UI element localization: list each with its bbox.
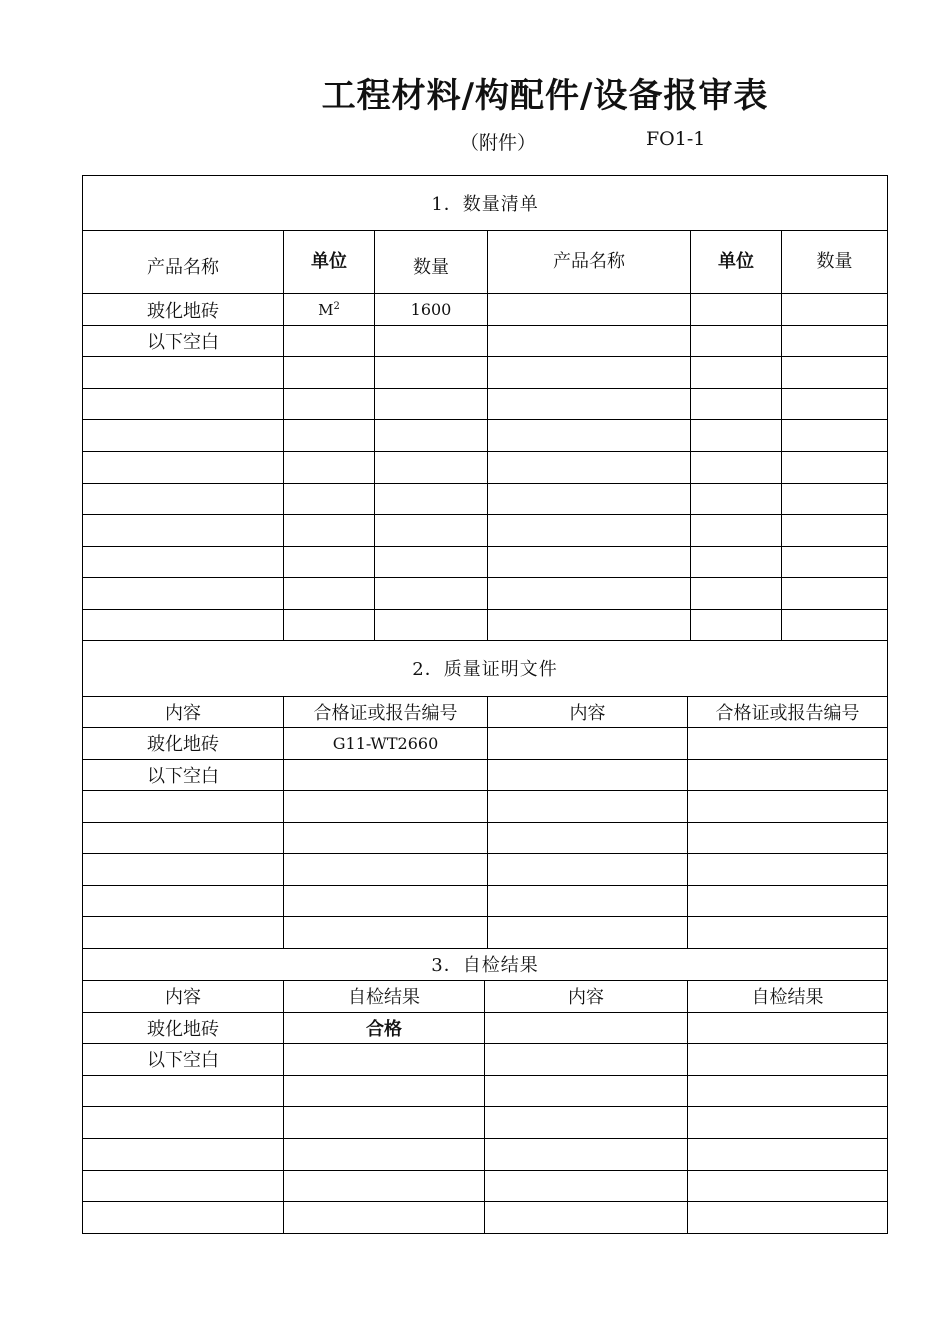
- section1-heading: 1．数量清单: [83, 176, 888, 231]
- qty-cell: 1600: [375, 294, 488, 326]
- unit-cell: $M^2$: [284, 294, 375, 326]
- col-header-product-2: 产品名称: [488, 231, 691, 294]
- col-header-unit-2: 单位: [691, 231, 782, 294]
- col-header-content: 内容: [83, 696, 284, 727]
- form-title: 工程材料/构配件/设备报审表: [321, 76, 769, 116]
- col-header-content-2: 内容: [485, 980, 688, 1012]
- content-cell: 玻化地砖: [83, 1012, 284, 1043]
- self-check-table: [82, 948, 888, 1234]
- section2-heading: 2．质量证明文件: [83, 641, 888, 696]
- col-header-content: 内容: [83, 980, 284, 1012]
- cert-cell: G11-WT2660: [284, 727, 488, 759]
- col-header-qty: 数量: [375, 231, 488, 294]
- product-cell: 以下空白: [83, 326, 284, 357]
- col-header-cert: 合格证或报告编号: [284, 696, 488, 727]
- form-code: FO1-1: [646, 128, 706, 150]
- table-row: [83, 294, 888, 326]
- col-header-result-2: 自检结果: [688, 980, 888, 1012]
- table-row: [83, 1043, 888, 1075]
- col-header-qty-2: 数量: [782, 231, 888, 294]
- col-header-cert-2: 合格证或报告编号: [688, 696, 888, 727]
- col-header-unit: 单位: [284, 231, 375, 294]
- content-cell: 玻化地砖: [83, 727, 284, 759]
- content-cell: 以下空白: [83, 759, 284, 790]
- table-row: [83, 727, 888, 759]
- result-cell: 合格: [284, 1012, 485, 1043]
- quantity-table: [82, 175, 888, 641]
- table-row: [83, 759, 888, 790]
- product-cell: 玻化地砖: [83, 294, 284, 326]
- attachment-label: （附件）: [460, 132, 537, 154]
- col-header-result: 自检结果: [284, 980, 485, 1012]
- col-header-content-2: 内容: [488, 696, 688, 727]
- col-header-product: 产品名称: [83, 231, 284, 294]
- table-row: [83, 326, 888, 357]
- content-cell: 以下空白: [83, 1043, 284, 1075]
- quality-docs-table: [82, 641, 888, 949]
- section3-heading: 3．自检结果: [83, 948, 888, 980]
- table-row: [83, 1012, 888, 1043]
